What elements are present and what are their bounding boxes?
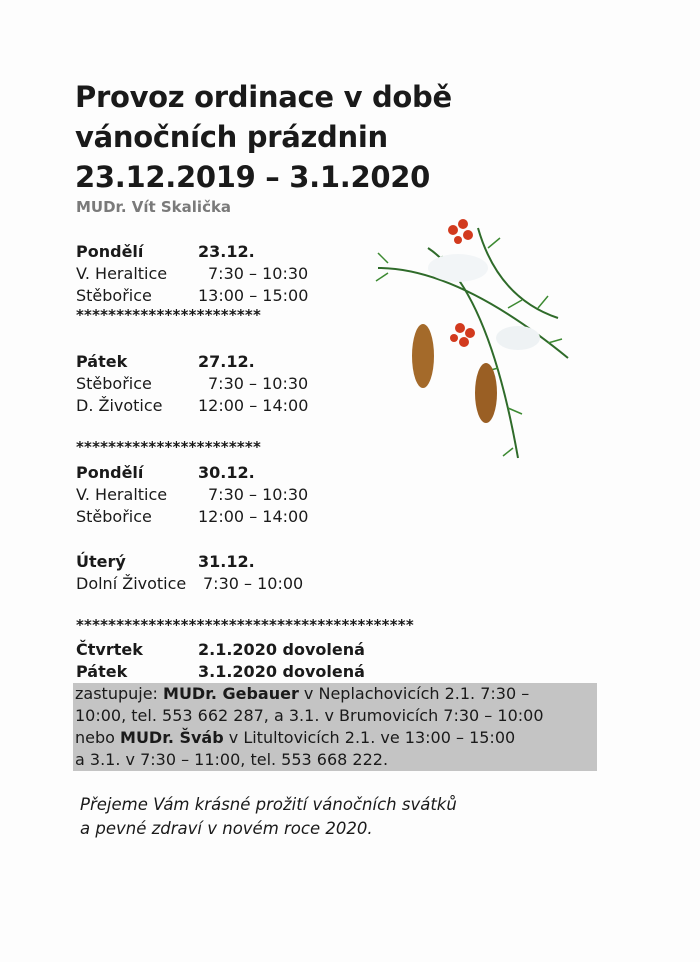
- notice-page: Provoz ordinace v době vánočních prázdnin 23.12.2019 – 3.1.2020 MUDr. Vít Skalička Pondělí 23.12. V. Heraltice 7:30 – 10:30 Stěbořice 13:00 – 15:00 *********************** Pátek 27.12. Stěbořice 7:30 – 10:30 D. Životice 12:00 – 14:00 *********************** Pondělí 30.12. V. Heraltice 7:30 – 10:30 Stěbořice 12:00 – 14:00 Úterý 31.12. Dolní Životice 7:30 – 10:00 ****************************************** Čtvrtek 2.1.2020 dovolená Pátek 3.1.2020 dovolená zastupuje: MUDr. Gebauer v Neplachovicích 2.1. 7:30 – 10:00, tel. 553 662 287, a 3.1. v Brumovicích 7:30 – 10:00 nebo MUDr. Šváb v Litultovicích 2.1. ve 13:00 – 15:00 a 3.1. v 7:30 – 11:00, tel. 553 668 222. Přejeme Vám krásné prožití vánočních svátků a pevné zdraví v novém roce 2020.: [0, 0, 700, 962]
- substitute-doctor: MUDr. Gebauer: [163, 684, 299, 703]
- pine-cone-icon: [412, 324, 434, 388]
- substitute-info: zastupuje: MUDr. Gebauer v Neplachovicích 2.1. 7:30 – 10:00, tel. 553 662 287, a 3.1. v Brumovicích 7:30 – 10:00 nebo MUDr. Šváb v Litultovicích 2.1. ve 13:00 – 15:00 a 3.1. v 7:30 – 11:00, tel. 553 668 222.: [73, 683, 597, 771]
- christmas-branch-illustration: [368, 208, 578, 468]
- separator-long: ******************************************: [76, 616, 414, 634]
- doctor-name: MUDr. Vít Skalička: [76, 198, 232, 216]
- substitute-doctor: MUDr. Šváb: [120, 728, 224, 747]
- title-line-2: vánočních prázdnin: [75, 120, 388, 154]
- separator: ***********************: [76, 438, 262, 456]
- title-line-3: 23.12.2019 – 3.1.2020: [75, 160, 430, 194]
- title-line-1: Provoz ordinace v době: [75, 80, 452, 114]
- closing-line-2: a pevné zdraví v novém roce 2020.: [80, 819, 373, 838]
- separator: ***********************: [76, 306, 262, 324]
- pine-cone-icon: [475, 363, 497, 423]
- closing-line-1: Přejeme Vám krásné prožití vánočních svátků: [80, 795, 457, 814]
